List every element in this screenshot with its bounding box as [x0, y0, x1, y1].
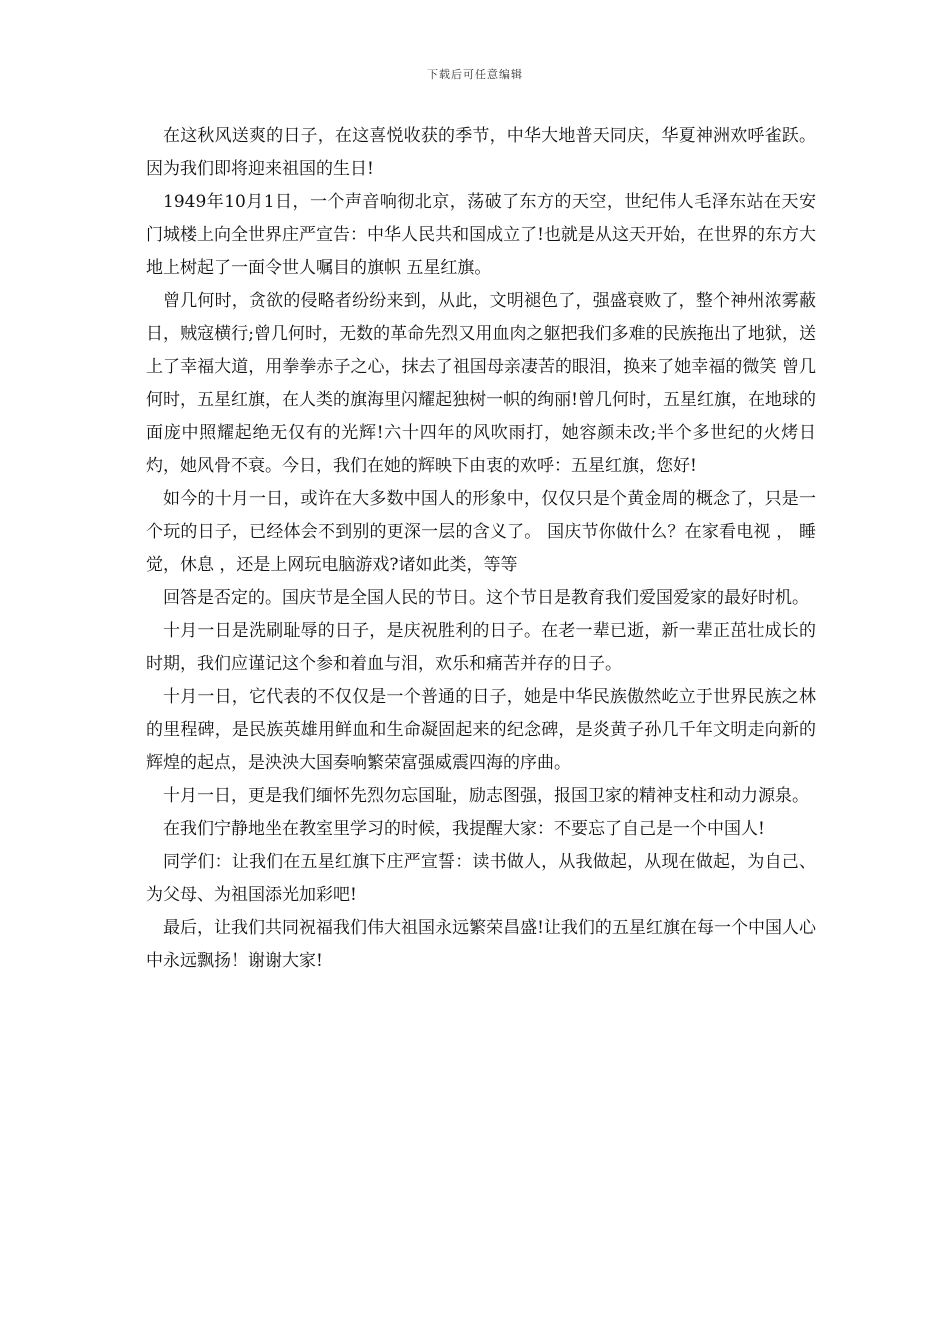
header-note: 下载后可任意编辑	[427, 68, 523, 81]
paragraph: 在这秋风送爽的日子，在这喜悦收获的季节，中华大地普天同庆，华夏神洲欢呼雀跃。因为我们即将迎来祖国的生日!	[146, 126, 816, 179]
paragraph: 同学们：让我们在五星红旗下庄严宣誓：读书做人，从我做起，从现在做起，为自己、为父母、为祖国添光加彩吧!	[146, 852, 816, 905]
document-body	[146, 120, 816, 978]
paragraph: 十月一日，它代表的不仅仅是一个普通的日子，她是中华民族傲然屹立于世界民族之林的里程碑，是民族英雄用鲜血和生命凝固起来的纪念碑，是炎黄子孙几千年文明走向新的辉煌的起点，是泱泱大国奏响繁荣富强威震四海的序曲。	[146, 687, 816, 773]
paragraph: 曾几何时，贪欲的侵略者纷纷来到，从此，文明褪色了，强盛衰败了，整个神州浓雾蔽日，贼寇横行;曾几何时，无数的革命先烈又用血肉之躯把我们多难的民族拖出了地狱，送上了幸福大道，用拳拳赤子之心，抹去了祖国母亲凄苦的眼泪，换来了她幸福的微笑 曾几何时，五星红旗，在人类的旗海里闪耀起独树一帜的绚丽!曾几何时，五星红旗，在地球的面庞中照耀起绝无仅有的光辉!六十四年的风吹雨打，她容颜未改;半个多世纪的火烤日灼，她风骨不衰。今日，我们在她的辉映下由衷的欢呼：五星红旗，您好!	[146, 291, 816, 476]
paragraph: 在我们宁静地坐在教室里学习的时候，我提醒大家：不要忘了自己是一个中国人!	[163, 819, 765, 839]
paragraph: 十月一日，更是我们缅怀先烈勿忘国耻，励志图强，报国卫家的精神支柱和动力源泉。	[163, 786, 809, 806]
paragraph: 十月一日是洗刷耻辱的日子，是庆祝胜利的日子。在老一辈已逝，新一辈正茁壮成长的时期，我们应谨记这个参和着血与泪，欢乐和痛苦并存的日子。	[146, 621, 816, 674]
paragraph: 回答是否定的。国庆节是全国人民的节日。这个节日是教育我们爱国爱家的最好时机。	[163, 588, 809, 608]
paragraph: 1949年10月1日，一个声音响彻北京，荡破了东方的天空，世纪伟人毛泽东站在天安门城楼上向全世界庄严宣告：中华人民共和国成立了!也就是从这天开始，在世界的东方大地上树起了一面令世人嘱目的旗帜 五星红旗。	[146, 192, 816, 278]
paragraph: 如今的十月一日，或许在大多数中国人的形象中，仅仅只是个黄金周的概念了，只是一个玩的日子，已经体会不到别的更深一层的含义了。 国庆节你做什么？在家看电视 ， 睡觉，休息 ，还是上网玩电脑游戏?诸如此类，等等	[146, 489, 816, 575]
paragraph: 最后，让我们共同祝福我们伟大祖国永远繁荣昌盛!让我们的五星红旗在每一个中国人心中永远飘扬！谢谢大家!	[146, 918, 816, 971]
